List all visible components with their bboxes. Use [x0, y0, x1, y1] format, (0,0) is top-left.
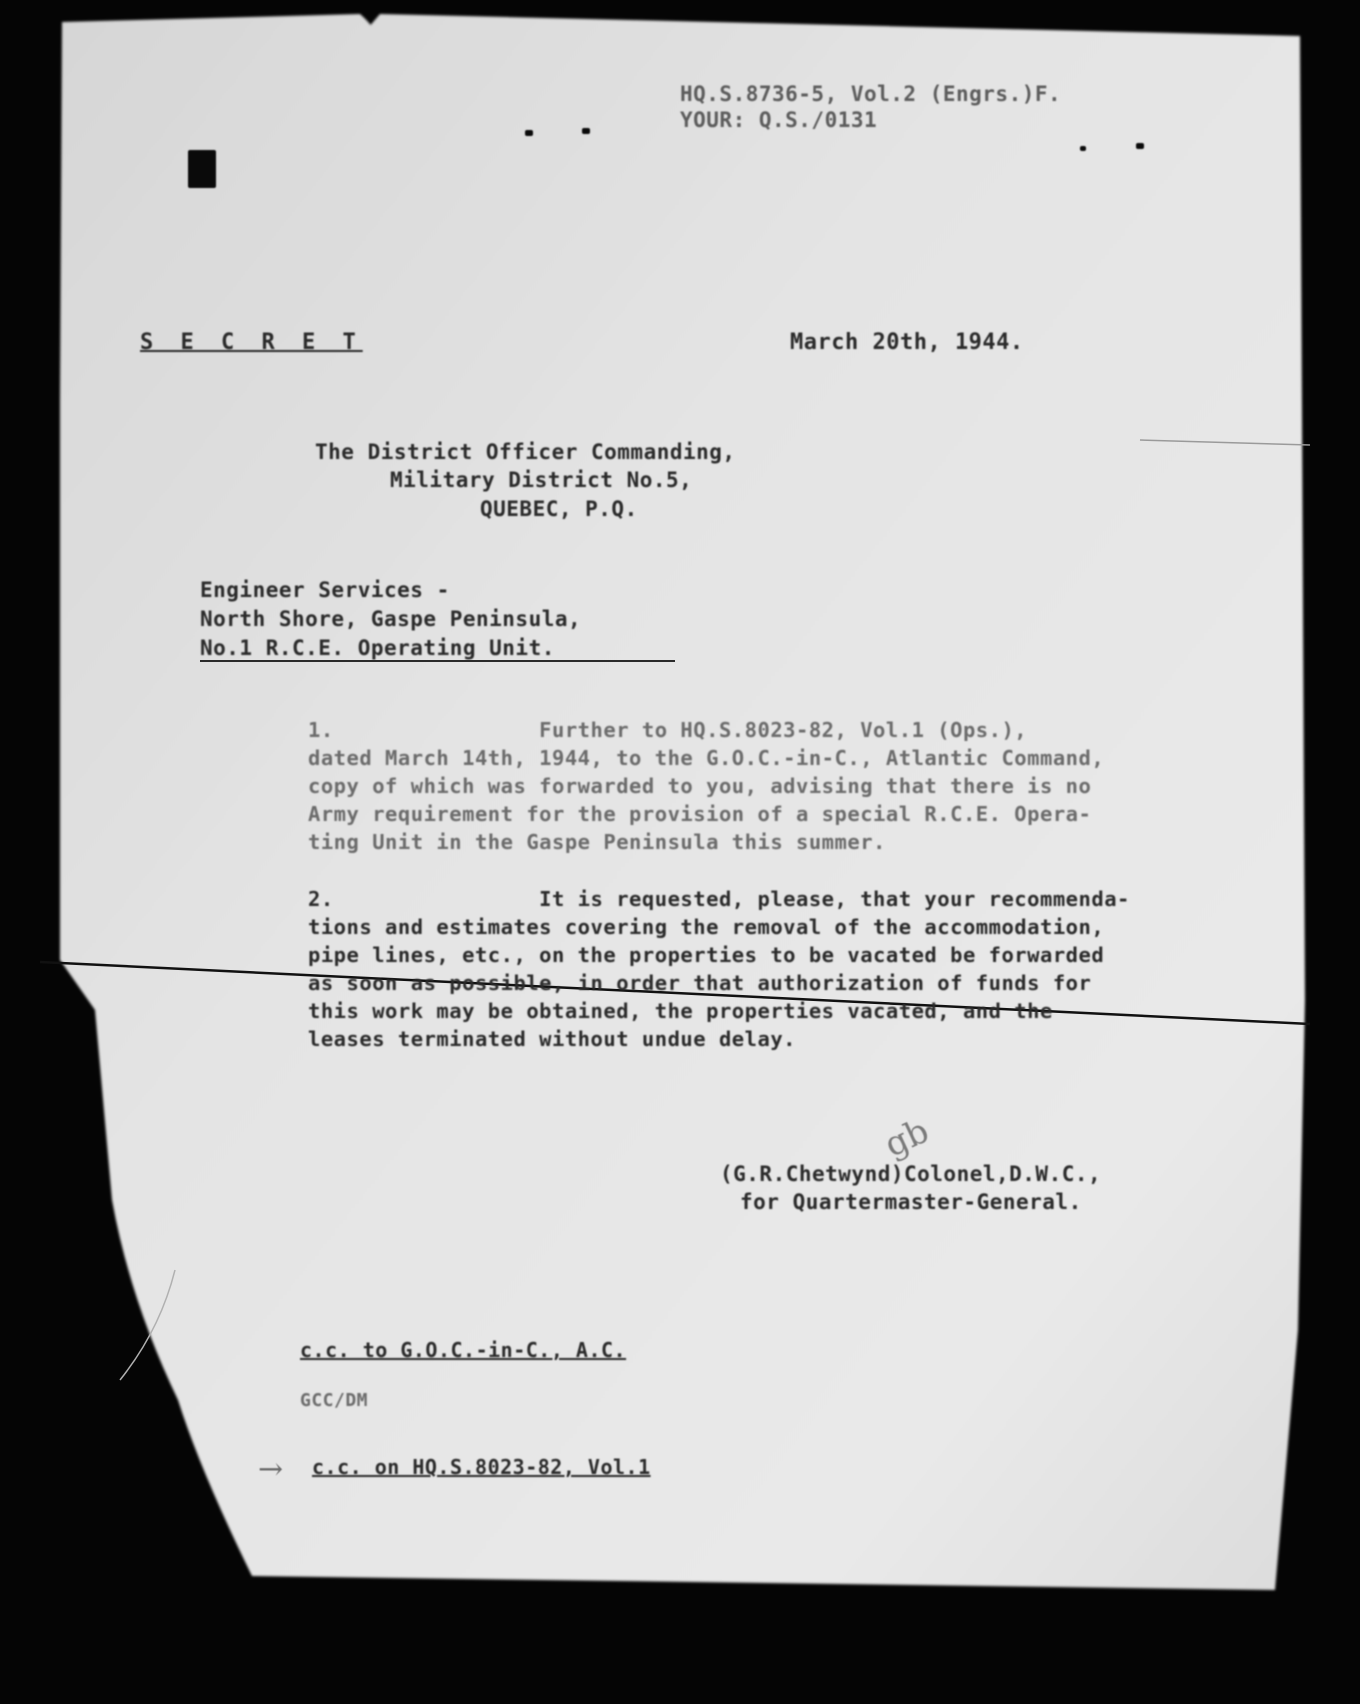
punch-hole-mark: [188, 150, 216, 188]
paragraph-2-line: this work may be obtained, the properties vacated, and the: [308, 999, 1053, 1023]
addressee-line: Military District No.5,: [390, 468, 693, 492]
copy-note: c.c. to G.O.C.-in-C., A.C.: [300, 1338, 627, 1362]
paragraph-1-line: dated March 14th, 1944, to the G.O.C.-in-C., Atlantic Command,: [308, 746, 1105, 770]
your-reference: YOUR: Q.S./0131: [680, 108, 878, 132]
handwritten-initials: gb: [878, 1110, 935, 1166]
paragraph-2-line: as soon as possible, in order that authorization of funds for: [308, 971, 1092, 995]
speck-mark: [1136, 143, 1144, 149]
paragraph-1-line: ting Unit in the Gaspe Peninsula this summer.: [308, 830, 886, 854]
signature-name: (G.R.Chetwynd)Colonel,D.W.C.,: [720, 1162, 1102, 1186]
paragraph-2-line: tions and estimates covering the removal of the accommodation,: [308, 915, 1105, 939]
speck-mark: [525, 130, 533, 136]
subject-line: Engineer Services -: [200, 578, 450, 602]
cross-reference: c.c. on HQ.S.8023-82, Vol.1: [312, 1455, 651, 1479]
speck-mark: [582, 128, 590, 134]
addressee-line: QUEBEC, P.Q.: [480, 497, 638, 521]
file-reference: HQ.S.8736-5, Vol.2 (Engrs.)F.: [680, 82, 1062, 106]
paragraph-1-line: Army requirement for the provision of a special R.C.E. Opera-: [308, 802, 1092, 826]
paragraph-2-line: 2. It is requested, please, that your recommenda-: [308, 887, 1130, 911]
speck-mark: [1080, 146, 1086, 151]
classification-heading: S E C R E T: [140, 330, 363, 355]
signature-title: for Quartermaster-General.: [740, 1190, 1082, 1214]
subject-line: North Shore, Gaspe Peninsula,: [200, 607, 582, 631]
paragraph-1-line: 1. Further to HQ.S.8023-82, Vol.1 (Ops.),: [308, 718, 1028, 742]
letter-date: March 20th, 1944.: [790, 330, 1024, 355]
subject-line: No.1 R.C.E. Operating Unit.: [200, 636, 555, 660]
typist-initials: GCC/DM: [300, 1390, 369, 1411]
arrow-icon: →: [258, 1452, 284, 1487]
paragraph-1-line: copy of which was forwarded to you, advising that there is no: [308, 774, 1092, 798]
paragraph-2-line: leases terminated without undue delay.: [308, 1027, 796, 1051]
addressee-line: The District Officer Commanding,: [315, 440, 736, 464]
paragraph-2-line: pipe lines, etc., on the properties to be vacated be forwarded: [308, 943, 1105, 967]
subject-underline: [200, 660, 675, 662]
